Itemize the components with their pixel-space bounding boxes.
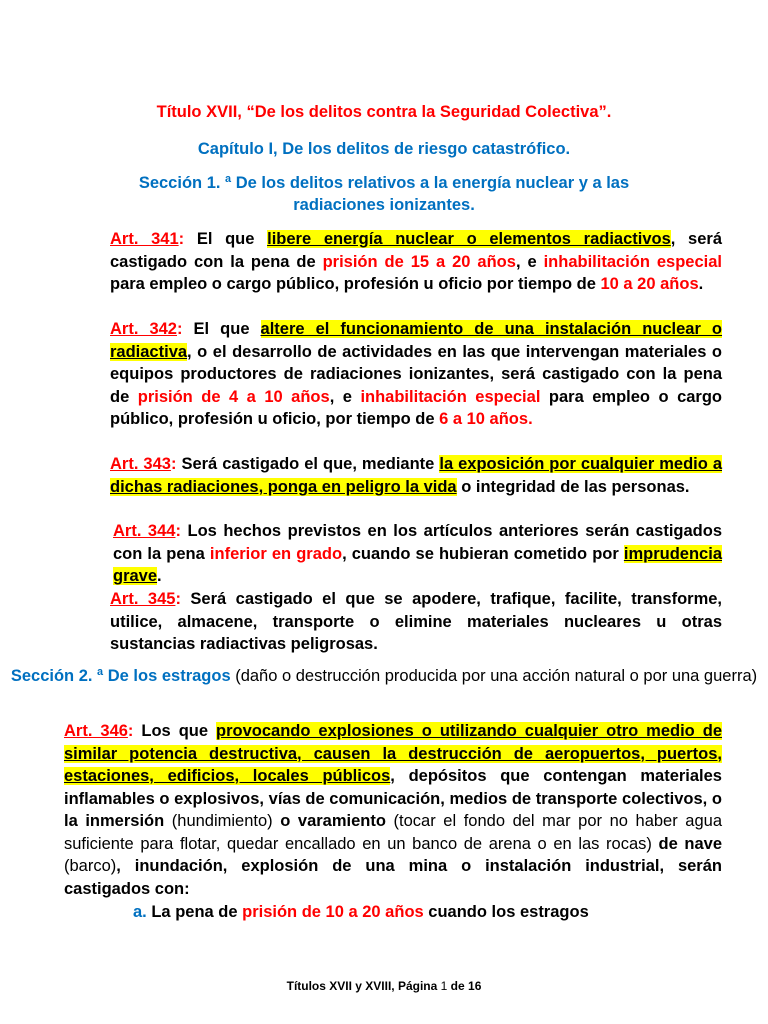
section-1-heading-line-2: radiaciones ionizantes. [293, 196, 475, 214]
article-346-item-a [133, 901, 722, 924]
article-text: , depósitos que contengan materiales inflamables o explosivos, vías de comunicación, medios de transporte colectivos, o la inmersión [64, 767, 722, 830]
article-text: El que [184, 230, 268, 248]
article-344 [113, 520, 722, 588]
article-text: para empleo o cargo público, profesión u oficio por tiempo de [110, 275, 601, 293]
article-text: . [698, 275, 704, 293]
chapter-heading: Capítulo I, De los delitos de riesgo catastrófico. [197, 140, 571, 158]
explanatory-note: (barco) [64, 857, 117, 875]
section-2-heading [0, 666, 768, 687]
article-text: , inundación, explosión de una mina o instalación industrial, serán castigados con: [64, 857, 722, 898]
article-number: Art. 345 [110, 590, 176, 608]
article-number: Art. 344 [113, 522, 176, 540]
footer-page-number: 1 [440, 979, 448, 993]
highlighted-text: libere energía nuclear o elementos radiactivos [267, 230, 671, 248]
article-text: , o el desarrollo de actividades en las que intervengan materiales o equipos productores de radiaciones ionizantes, será castigado con la pena de [110, 342, 722, 406]
article-346 [64, 720, 722, 900]
article-number: Art. 343 [110, 455, 171, 473]
penalty-text: inhabilitación especial [360, 387, 541, 406]
article-label [110, 320, 183, 338]
article-text: cuando los estragos [423, 903, 589, 921]
article-text: o integridad de las personas. [456, 477, 690, 496]
article-text: La pena de [146, 903, 243, 921]
article-colon: : [127, 722, 134, 740]
footer-label: Títulos XVII y XVIII, Página [286, 979, 441, 993]
article-text: de nave [658, 834, 723, 853]
article-text: o varamiento [280, 812, 386, 830]
article-text: Los hechos previstos en los artículos anteriores serán castigados con la pena [113, 522, 722, 563]
article-text: Será castigado el que, mediante [176, 455, 440, 473]
article-number: Art. 342 [110, 320, 177, 338]
penalty-text: prisión de 10 a 20 años [242, 903, 424, 921]
section-1-heading-line-1: Sección 1. ª De los delitos relativos a la energía nuclear y a las [138, 174, 630, 192]
article-colon: : [178, 230, 185, 248]
penalty-text: prisión de 15 a 20 años [322, 252, 516, 271]
section-2-label: Sección 2. ª De los estragos [10, 667, 231, 685]
article-label [64, 722, 133, 740]
list-letter: a. [133, 903, 147, 921]
article-number: Art. 341 [110, 230, 179, 248]
article-label [113, 522, 181, 540]
article-text: . [157, 567, 162, 585]
penalty-text: prisión de 4 a 10 años [137, 387, 330, 406]
title-heading: Título XVII, “De los delitos contra la Seguridad Colectiva”. [156, 103, 612, 121]
article-colon: : [177, 320, 183, 338]
article-text: , e [515, 252, 544, 271]
article-text: , cuando se hubieran cometido por [342, 544, 624, 563]
section-1-heading [0, 172, 768, 216]
article-text: , será castigado con la pena de [110, 230, 723, 271]
article-label [110, 230, 184, 248]
footer-total: de 16 [447, 979, 482, 993]
article-colon: : [170, 455, 177, 473]
highlighted-text: imprudencia grave [113, 544, 722, 585]
article-text: Los que [133, 722, 217, 740]
article-text: Será castigado el que se apodere, trafique, facilite, transforme, utilice, almacene, transporte o elimine materiales nucleares u otras sustancias radiactivas peligrosas. [110, 590, 723, 653]
highlighted-text: provocando explosiones o utilizando cualquier otro medio de similar potencia destructiva, causen la destrucción de aeropuertos, puertos, estaciones, edificios, locales públicos [64, 722, 722, 785]
penalty-text: inhabilitación especial [543, 252, 722, 271]
explanatory-note: (hundimiento) [164, 812, 281, 830]
article-341 [110, 228, 722, 296]
article-number: Art. 346 [64, 722, 128, 740]
article-345 [110, 588, 722, 656]
highlighted-text: altere el funcionamiento de una instalación nuclear o radiactiva [110, 320, 723, 361]
section-2-note: (daño o destrucción producida por una acción natural o por una guerra) [230, 667, 758, 685]
article-343 [110, 453, 722, 498]
article-text: , e [329, 387, 361, 406]
article-label [110, 590, 181, 608]
article-text: El que [182, 320, 261, 338]
highlighted-text: la exposición por cualquier medio a dichas radiaciones, ponga en peligro la vida [110, 455, 722, 496]
page-footer [0, 978, 768, 994]
article-label [110, 455, 176, 473]
penalty-text: inferior en grado [209, 544, 343, 563]
explanatory-note: (tocar el fondo del mar por no haber agua suficiente para flotar, quedar encallado en un banco de arena o en las rocas) [64, 812, 723, 853]
article-colon: : [175, 590, 181, 608]
penalty-text: 6 a 10 años. [439, 410, 533, 428]
article-342 [110, 318, 722, 431]
penalty-text: 10 a 20 años [600, 275, 699, 293]
article-text: para empleo o cargo público, profesión u oficio, por tiempo de [110, 387, 722, 428]
article-colon: : [175, 522, 181, 540]
